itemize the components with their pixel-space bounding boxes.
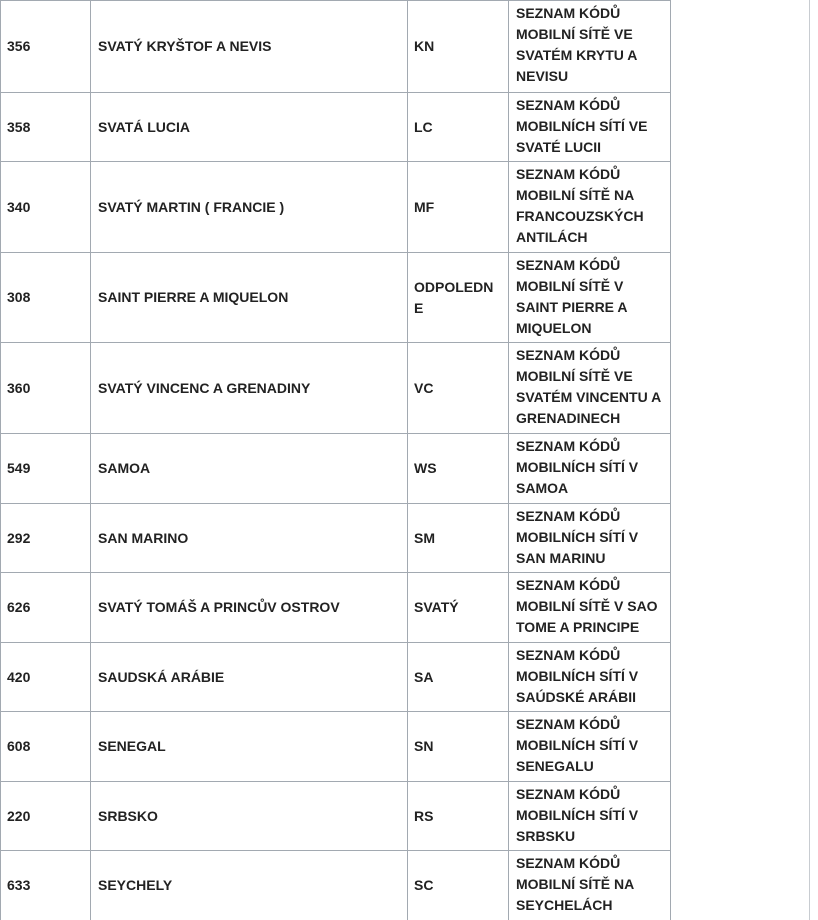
network-list-link[interactable]: SEZNAM KÓDŮ MOBILNÍCH SÍTÍ VE SVATÉ LUCII <box>509 93 671 162</box>
table-row <box>1 253 671 343</box>
table-row <box>1 1 671 93</box>
table-row <box>1 573 671 643</box>
iso-cell: ODPOLEDNE <box>408 253 509 343</box>
mcc-cell: 358 <box>1 93 91 162</box>
country-cell: SVATÝ VINCENC A GRENADINY <box>91 343 408 434</box>
iso-cell: SN <box>408 712 509 782</box>
country-cell: SEYCHELY <box>91 851 408 920</box>
mcc-cell: 292 <box>1 504 91 573</box>
country-cell: SAMOA <box>91 434 408 504</box>
iso-cell: SC <box>408 851 509 920</box>
network-list-link[interactable]: SEZNAM KÓDŮ MOBILNÍ SÍTĚ VE SVATÉM KRYTU A NEVISU <box>509 1 671 93</box>
network-list-link[interactable]: SEZNAM KÓDŮ MOBILNÍ SÍTĚ V SAINT PIERRE A MIQUELON <box>509 253 671 343</box>
table-row <box>1 93 671 162</box>
network-list-link[interactable]: SEZNAM KÓDŮ MOBILNÍCH SÍTÍ V SAMOA <box>509 434 671 504</box>
mcc-cell: 360 <box>1 343 91 434</box>
mcc-table-body <box>1 1 671 920</box>
network-list-link[interactable]: SEZNAM KÓDŮ MOBILNÍCH SÍTÍ V SAN MARINU <box>509 504 671 573</box>
network-list-link[interactable]: SEZNAM KÓDŮ MOBILNÍCH SÍTÍ V SAÚDSKÉ ARÁBII <box>509 643 671 712</box>
country-cell: SAN MARINO <box>91 504 408 573</box>
table-row <box>1 851 671 920</box>
country-cell: SENEGAL <box>91 712 408 782</box>
country-cell: SVATÝ MARTIN ( FRANCIE ) <box>91 162 408 253</box>
mcc-cell: 608 <box>1 712 91 782</box>
mcc-cell: 633 <box>1 851 91 920</box>
table-row <box>1 343 671 434</box>
network-list-link[interactable]: SEZNAM KÓDŮ MOBILNÍ SÍTĚ NA SEYCHELÁCH <box>509 851 671 920</box>
iso-cell: VC <box>408 343 509 434</box>
network-list-link[interactable]: SEZNAM KÓDŮ MOBILNÍCH SÍTÍ V SENEGALU <box>509 712 671 782</box>
network-list-link[interactable]: SEZNAM KÓDŮ MOBILNÍCH SÍTÍ V SRBSKU <box>509 782 671 851</box>
iso-cell: SM <box>408 504 509 573</box>
country-cell: SRBSKO <box>91 782 408 851</box>
country-cell: SVATÝ KRYŠTOF A NEVIS <box>91 1 408 93</box>
mcc-cell: 220 <box>1 782 91 851</box>
mcc-cell: 356 <box>1 1 91 93</box>
iso-cell: SVATÝ <box>408 573 509 643</box>
country-cell: SAUDSKÁ ARÁBIE <box>91 643 408 712</box>
table-row <box>1 782 671 851</box>
table-row <box>1 162 671 253</box>
mcc-cell: 549 <box>1 434 91 504</box>
content-right-border <box>809 0 810 920</box>
mcc-cell: 420 <box>1 643 91 712</box>
network-list-link[interactable]: SEZNAM KÓDŮ MOBILNÍ SÍTĚ VE SVATÉM VINCENTU A GRENADINECH <box>509 343 671 434</box>
iso-cell: KN <box>408 1 509 93</box>
network-list-link[interactable]: SEZNAM KÓDŮ MOBILNÍ SÍTĚ V SAO TOME A PRINCIPE <box>509 573 671 643</box>
table-row <box>1 712 671 782</box>
mcc-cell: 340 <box>1 162 91 253</box>
iso-cell: SA <box>408 643 509 712</box>
mcc-cell: 308 <box>1 253 91 343</box>
iso-cell: WS <box>408 434 509 504</box>
country-cell: SVATÁ LUCIA <box>91 93 408 162</box>
iso-cell: RS <box>408 782 509 851</box>
table-row <box>1 504 671 573</box>
iso-cell: MF <box>408 162 509 253</box>
country-cell: SVATÝ TOMÁŠ A PRINCŮV OSTROV <box>91 573 408 643</box>
table-row <box>1 434 671 504</box>
iso-cell: LC <box>408 93 509 162</box>
country-cell: SAINT PIERRE A MIQUELON <box>91 253 408 343</box>
network-list-link[interactable]: SEZNAM KÓDŮ MOBILNÍ SÍTĚ NA FRANCOUZSKÝCH ANTILÁCH <box>509 162 671 253</box>
table-row <box>1 643 671 712</box>
mcc-cell: 626 <box>1 573 91 643</box>
